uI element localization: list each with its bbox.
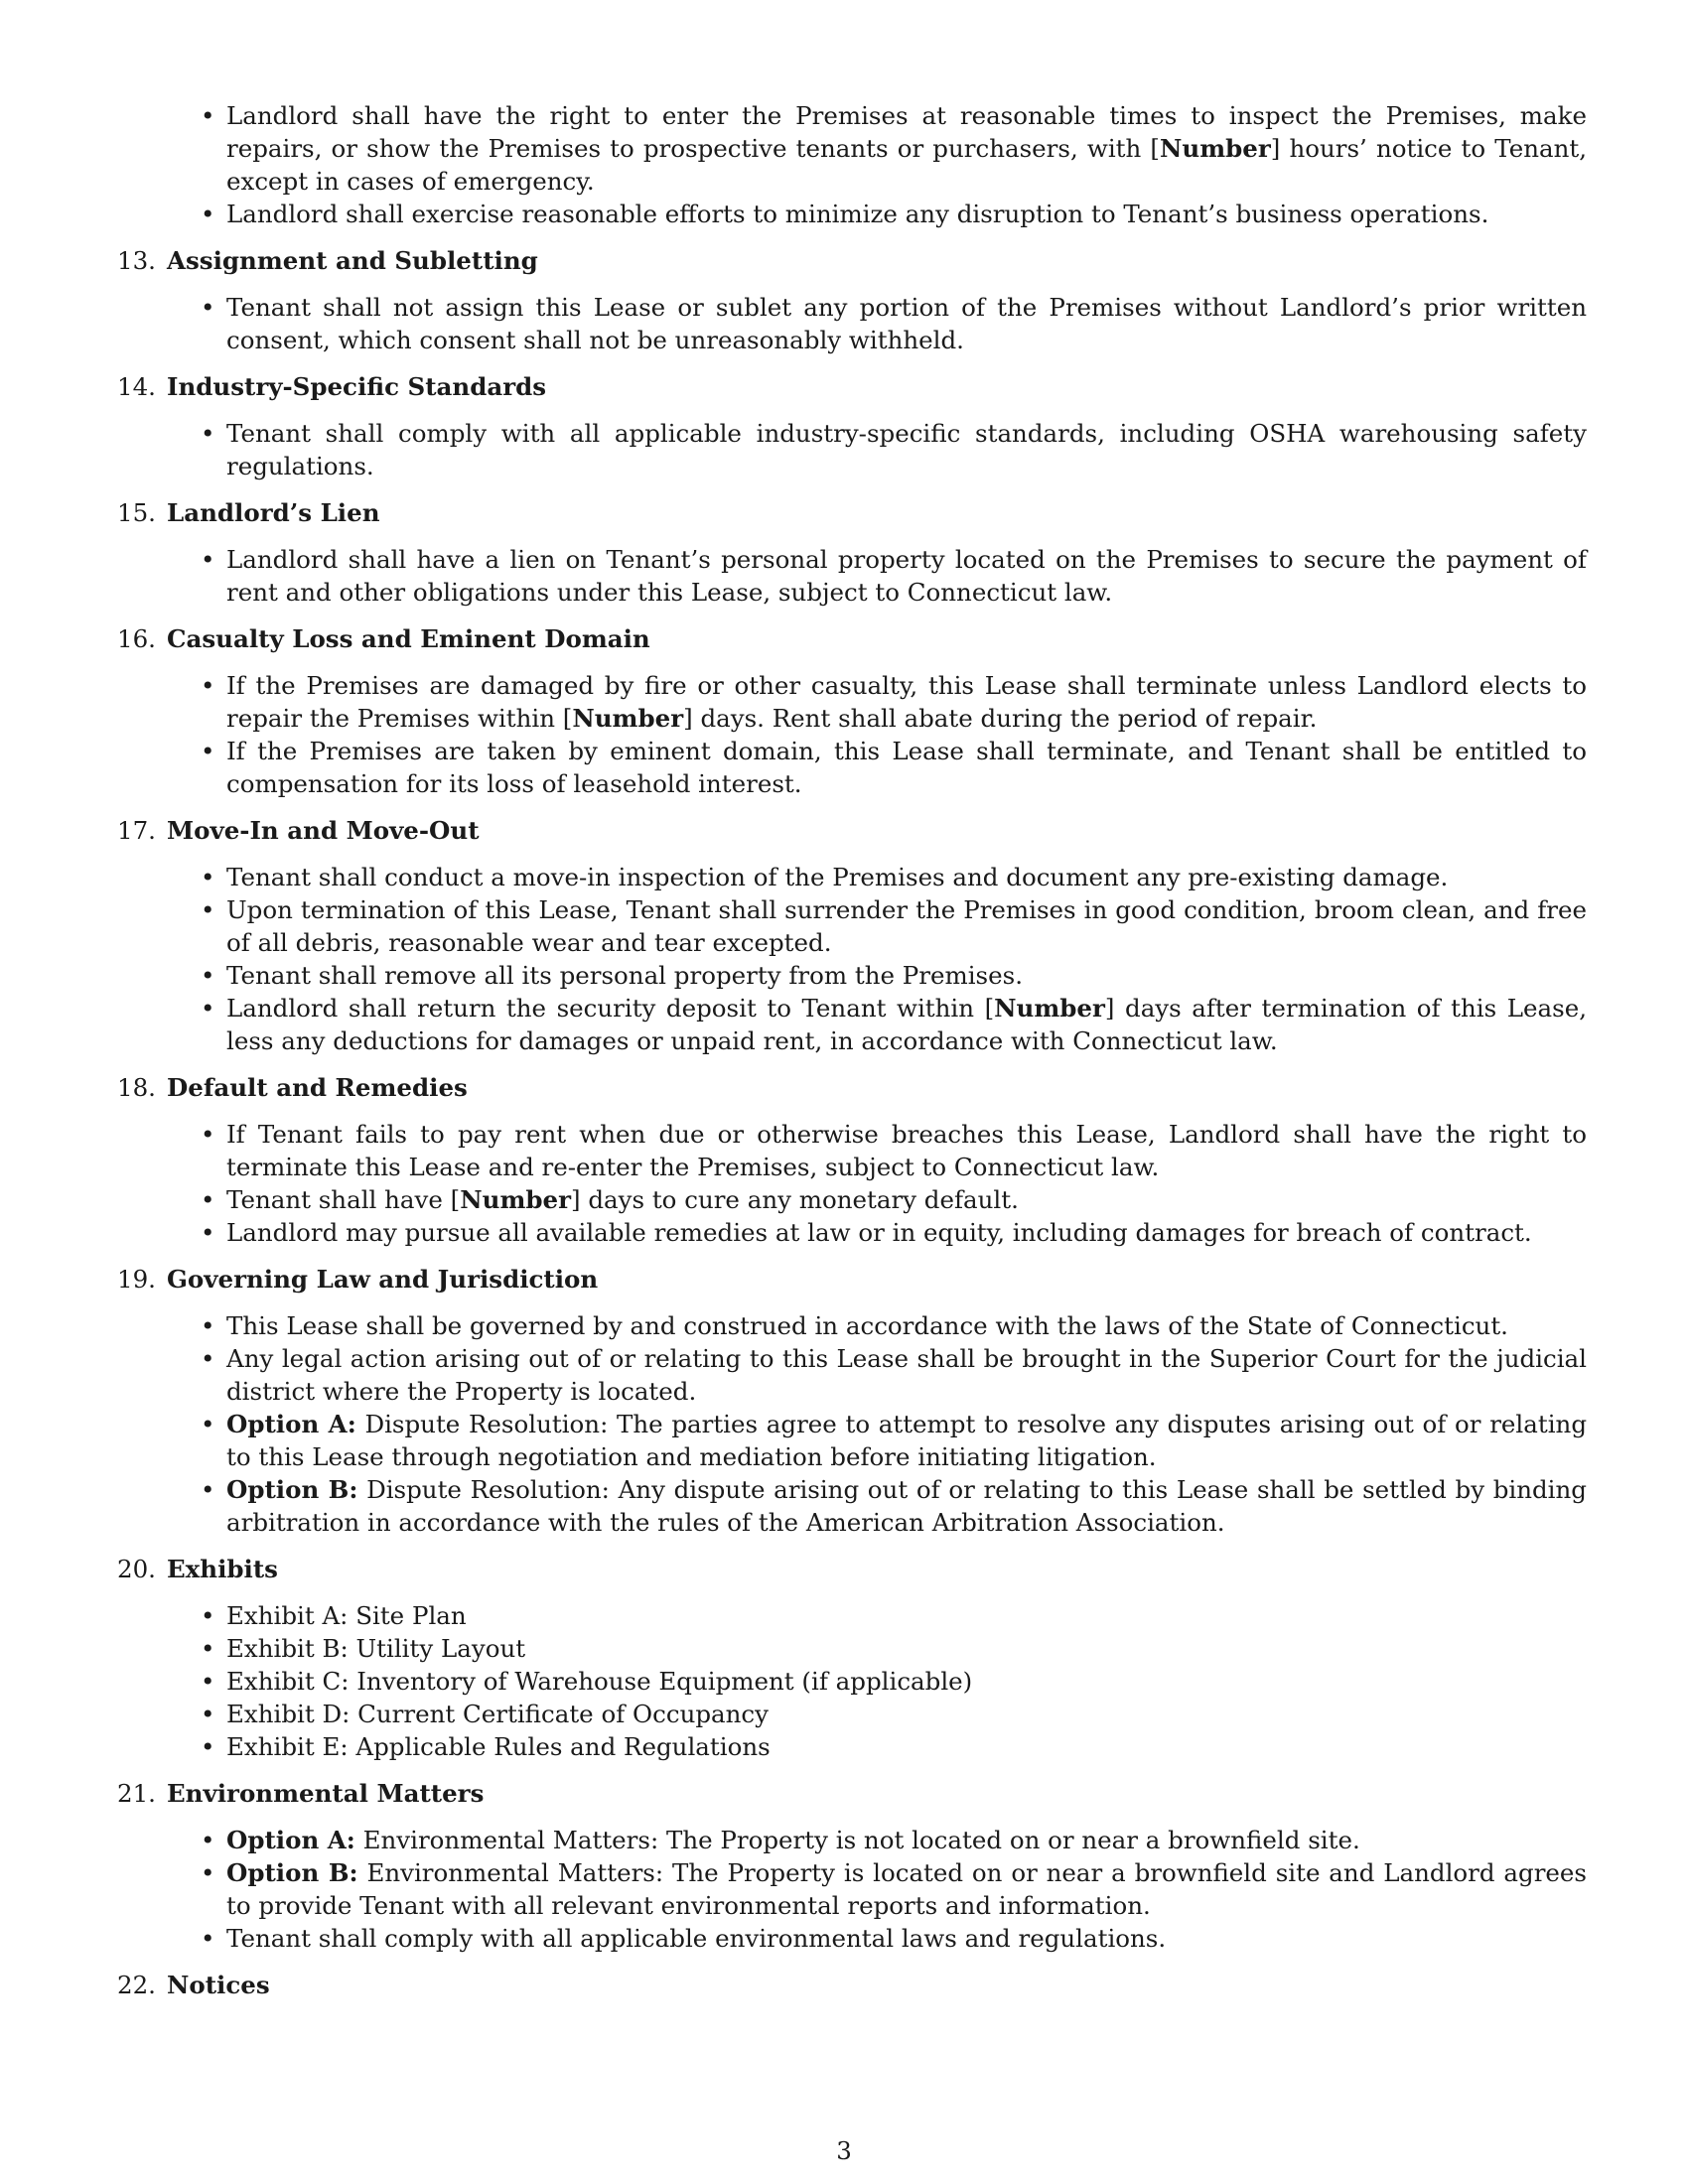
bold-text: Option A: xyxy=(226,1410,356,1438)
section-title: Move-In and Move-Out xyxy=(167,816,480,845)
section-environmental-matters xyxy=(117,1777,1587,1955)
page-number: 3 xyxy=(836,2136,852,2165)
section-exhibits xyxy=(117,1553,1587,1763)
text: Any legal action arising out of or relating to this Lease shall be brought in the Superior Court for the judicial district where the Property is located. xyxy=(226,1344,1587,1406)
section-casualty-loss-and-eminent-domain xyxy=(117,622,1587,800)
bullet-list xyxy=(117,543,1587,609)
section-title: Casualty Loss and Eminent Domain xyxy=(167,624,650,653)
text: Landlord shall exercise reasonable efforts to minimize any disruption to Tenant’s business operations. xyxy=(226,200,1489,228)
section-default-and-remedies xyxy=(117,1071,1587,1249)
section-industry-specific-standards xyxy=(117,370,1587,482)
bullet-list xyxy=(117,1118,1587,1249)
section-heading xyxy=(117,370,1587,403)
text: Environmental Matters: The Property is not located on or near a brownfield site. xyxy=(354,1826,1360,1854)
list-item xyxy=(226,417,1587,482)
text: Tenant shall remove all its personal property from the Premises. xyxy=(226,961,1023,990)
text: Dispute Resolution: The parties agree to attempt to resolve any disputes arising out of or relating to this Lease through negotiation and mediation before initiating litigation. xyxy=(226,1410,1587,1471)
text: Exhibit D: Current Certificate of Occupancy xyxy=(226,1700,769,1728)
list-item xyxy=(226,1698,1587,1730)
text: ] days after termination of this Lease, less any deductions for damages or unpaid rent, in accordance with Connecticut law. xyxy=(226,994,1587,1055)
section-title: Industry-Specific Standards xyxy=(167,372,547,401)
section-heading xyxy=(117,814,1587,847)
text: If the Premises are damaged by fire or other casualty, this Lease shall terminate unless Landlord elects to repair the Premises within [ xyxy=(226,671,1587,733)
bold-text: Option A: xyxy=(226,1826,355,1854)
text: Exhibit A: Site Plan xyxy=(226,1601,467,1630)
text: Landlord shall return the security deposit to Tenant within [ xyxy=(226,994,995,1023)
list-item xyxy=(226,893,1587,959)
list-item xyxy=(226,1473,1587,1539)
continued-list xyxy=(117,99,1587,230)
section-title: Assignment and Subletting xyxy=(167,246,538,275)
section-landlords-lien xyxy=(117,496,1587,609)
section-number: 22. xyxy=(117,1971,156,1999)
text: Tenant shall comply with all applicable environmental laws and regulations. xyxy=(226,1924,1167,1953)
text: ] days to cure any monetary default. xyxy=(571,1185,1019,1214)
bullet-list xyxy=(117,861,1587,1057)
section-number: 16. xyxy=(117,624,156,653)
text: If the Premises are taken by eminent domain, this Lease shall terminate, and Tenant shall be entitled to compensation for its loss of leasehold interest. xyxy=(226,737,1587,798)
text: If Tenant fails to pay rent when due or otherwise breaches this Lease, Landlord shall have the right to terminate this Lease and re-enter the Premises, subject to Connecticut law. xyxy=(226,1120,1587,1181)
section-heading xyxy=(117,1263,1587,1296)
bold-text: Option B: xyxy=(226,1475,358,1504)
bullet-list xyxy=(117,291,1587,356)
list-item xyxy=(226,1342,1587,1408)
list-item xyxy=(226,1632,1587,1665)
section-title: Exhibits xyxy=(167,1555,278,1583)
section-heading xyxy=(117,1969,1587,2001)
text: ] hours’ notice to Tenant, except in cases of emergency. xyxy=(226,134,1588,196)
section-title: Default and Remedies xyxy=(167,1073,468,1102)
bullet-list xyxy=(117,1599,1587,1763)
text: Environmental Matters: The Property is located on or near a brownfield site and Landlord agrees to provide Tenant with all relevant environmental reports and information. xyxy=(226,1858,1587,1920)
section-number: 18. xyxy=(117,1073,156,1102)
section-number: 14. xyxy=(117,372,156,401)
list-item xyxy=(226,992,1587,1057)
text: Tenant shall comply with all applicable industry-specific standards, including OSHA warehousing safety regulations. xyxy=(226,419,1587,480)
list-item xyxy=(226,735,1587,800)
text: Exhibit C: Inventory of Warehouse Equipment (if applicable) xyxy=(226,1667,973,1696)
bullet-list xyxy=(117,1824,1587,1955)
list-item xyxy=(226,959,1587,992)
list-item xyxy=(226,1118,1587,1183)
list-item xyxy=(226,861,1587,893)
bold-text: Number xyxy=(1160,134,1271,163)
section-move-in-and-move-out xyxy=(117,814,1587,1057)
list-item xyxy=(226,1408,1587,1473)
section-number: 15. xyxy=(117,498,156,527)
list-item xyxy=(226,1665,1587,1698)
section-number: 20. xyxy=(117,1555,156,1583)
text: Upon termination of this Lease, Tenant shall surrender the Premises in good condition, broom clean, and free of all debris, reasonable wear and tear excepted. xyxy=(226,895,1587,957)
text: Exhibit B: Utility Layout xyxy=(226,1634,526,1663)
sections xyxy=(117,244,1587,2001)
document-body xyxy=(117,99,1587,2001)
text: Dispute Resolution: Any dispute arising out of or relating to this Lease shall be settled by binding arbitration in accordance with the rules of the American Arbitration Association. xyxy=(226,1475,1587,1537)
bold-text: Number xyxy=(994,994,1105,1023)
bullet-list xyxy=(117,1309,1587,1539)
bold-text: Option B: xyxy=(226,1858,358,1887)
text: Landlord may pursue all available remedies at law or in equity, including damages for breach of contract. xyxy=(226,1218,1532,1247)
list-item xyxy=(226,543,1587,609)
section-heading xyxy=(117,1777,1587,1810)
list-item xyxy=(226,1856,1587,1922)
section-notices xyxy=(117,1969,1587,2001)
section-title: Governing Law and Jurisdiction xyxy=(167,1265,599,1294)
list-item xyxy=(226,1216,1587,1249)
list-item xyxy=(226,1599,1587,1632)
text: This Lease shall be governed by and construed in accordance with the laws of the State of Connecticut. xyxy=(226,1311,1508,1340)
section-heading xyxy=(117,244,1587,277)
section-title: Landlord’s Lien xyxy=(167,498,380,527)
section-heading xyxy=(117,496,1587,529)
section-number: 17. xyxy=(117,816,156,845)
section-assignment-and-subletting xyxy=(117,244,1587,356)
text: Tenant shall not assign this Lease or sublet any portion of the Premises without Landlord’s prior written consent, which consent shall not be unreasonably withheld. xyxy=(226,293,1587,354)
list-item xyxy=(226,1309,1587,1342)
list-item xyxy=(226,1824,1587,1856)
section-title: Notices xyxy=(167,1971,270,1999)
list-item xyxy=(226,99,1587,198)
bold-text: Number xyxy=(460,1185,571,1214)
text: Landlord shall have the right to enter the Premises at reasonable times to inspect the Premises, make repairs, or show the Premises to prospective tenants or purchasers, with [ xyxy=(226,101,1587,163)
section-governing-law-and-jurisdiction xyxy=(117,1263,1587,1539)
text: Tenant shall conduct a move-in inspection of the Premises and document any pre-existing damage. xyxy=(226,863,1449,891)
text: Landlord shall have a lien on Tenant’s personal property located on the Premises to secure the payment of rent and other obligations under this Lease, subject to Connecticut law. xyxy=(226,545,1587,607)
list-item xyxy=(226,198,1587,230)
section-number: 21. xyxy=(117,1779,156,1808)
text: Exhibit E: Applicable Rules and Regulations xyxy=(226,1732,771,1761)
text: Tenant shall have [ xyxy=(226,1185,461,1214)
section-heading xyxy=(117,622,1587,655)
list-item xyxy=(226,669,1587,735)
section-title: Environmental Matters xyxy=(167,1779,485,1808)
list-item xyxy=(226,1730,1587,1763)
section-number: 19. xyxy=(117,1265,156,1294)
list-item xyxy=(226,1922,1587,1955)
section-number: 13. xyxy=(117,246,156,275)
section-heading xyxy=(117,1553,1587,1585)
text: ] days. Rent shall abate during the period of repair. xyxy=(683,704,1318,733)
bold-text: Number xyxy=(572,704,684,733)
list-item xyxy=(226,1183,1587,1216)
bullet-list xyxy=(117,417,1587,482)
list-item xyxy=(226,291,1587,356)
bullet-list xyxy=(117,669,1587,800)
section-heading xyxy=(117,1071,1587,1104)
